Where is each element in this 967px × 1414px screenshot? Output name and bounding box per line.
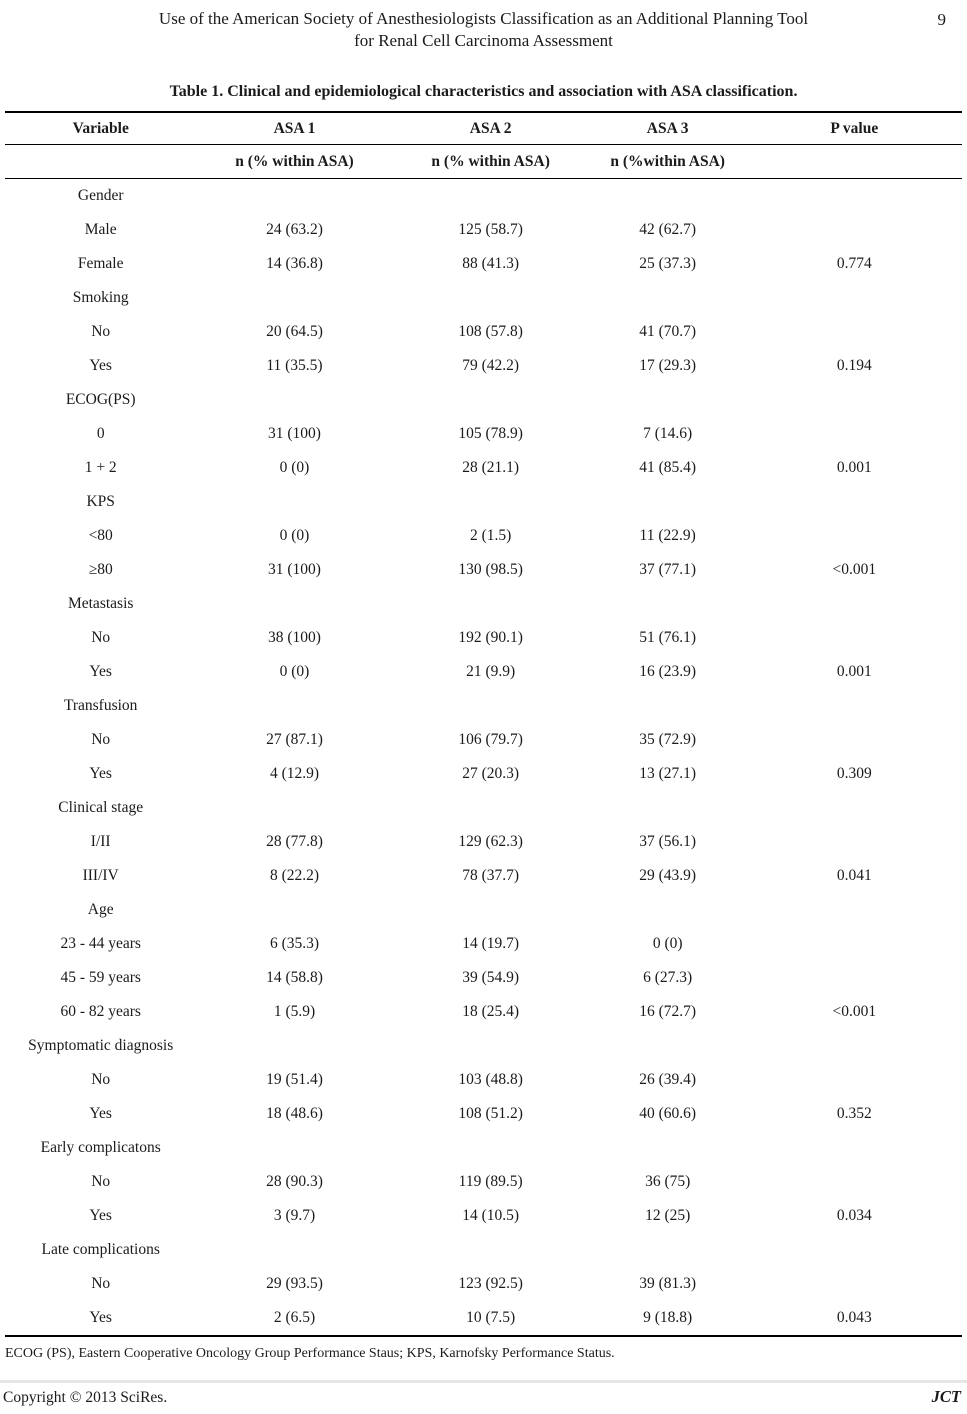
p-value: 0.001 <box>836 663 872 680</box>
asa3-value: 35 (72.9) <box>639 731 697 748</box>
asa2-value: 27 (20.3) <box>462 765 520 782</box>
asa1-value: 31 (100) <box>268 425 321 442</box>
p-value: 0.309 <box>836 765 872 782</box>
p-value: 0.194 <box>836 357 872 374</box>
running-head-line1: Use of the American Society of Anesthesiologists Classification as an Additional Planning Tool <box>158 9 809 28</box>
asa3-value <box>589 587 747 621</box>
asa1-value: 4 (12.9) <box>269 765 320 782</box>
p-value <box>747 1029 962 1063</box>
asa3-value: 25 (37.3) <box>639 255 697 272</box>
table-footnote: ECOG (PS), Eastern Cooperative Oncology Group Performance Staus; KPS, Karnofsky Performance Status. <box>5 1346 615 1361</box>
column-header-asa3: ASA 3 <box>589 112 747 145</box>
asa2-value <box>393 281 589 315</box>
asa1-value: 8 (22.2) <box>269 867 320 884</box>
asa1-value <box>196 1029 392 1063</box>
asa2-value: 18 (25.4) <box>462 1003 520 1020</box>
row-label: Yes <box>89 357 112 374</box>
asa2-value <box>393 587 589 621</box>
asa3-value: 9 (18.8) <box>643 1309 693 1326</box>
p-value <box>747 825 962 859</box>
asa3-value: 6 (27.3) <box>643 969 693 986</box>
asa1-value <box>196 689 392 723</box>
column-header-variable: Variable <box>5 112 196 145</box>
p-value <box>747 485 962 519</box>
row-label: No <box>91 323 111 340</box>
p-value <box>747 281 962 315</box>
row-label: <80 <box>88 527 113 544</box>
asa2-value: 78 (37.7) <box>462 867 520 884</box>
asa1-value: 14 (58.8) <box>266 969 323 986</box>
asa1-value: 0 (0) <box>279 527 310 544</box>
asa2-value: 130 (98.5) <box>458 561 523 578</box>
row-label: Male <box>84 221 117 238</box>
row-label: ECOG(PS) <box>65 391 136 408</box>
p-value: 0.034 <box>836 1207 872 1224</box>
table-row <box>5 519 962 553</box>
asa3-value <box>589 1131 747 1165</box>
asa2-value <box>393 179 589 214</box>
asa1-value <box>196 1233 392 1267</box>
p-value <box>747 1233 962 1267</box>
p-value: 0.043 <box>836 1309 872 1326</box>
asa1-value <box>196 791 392 825</box>
asa2-value <box>393 689 589 723</box>
p-value <box>747 961 962 995</box>
asa1-value: 2 (6.5) <box>273 1309 316 1326</box>
p-value <box>747 417 962 451</box>
row-label: Early complicatons <box>40 1139 161 1156</box>
p-value <box>747 519 962 553</box>
asa3-value: 26 (39.4) <box>639 1071 697 1088</box>
asa2-value <box>393 893 589 927</box>
asa2-value: 88 (41.3) <box>462 255 520 272</box>
asa3-value: 51 (76.1) <box>639 629 697 646</box>
asa3-value: 37 (56.1) <box>639 833 697 850</box>
subheader-asa3: n (%within ASA) <box>589 145 747 179</box>
asa3-value <box>589 1233 747 1267</box>
p-value <box>747 213 962 247</box>
table-row <box>5 1097 962 1131</box>
asa3-value: 41 (85.4) <box>639 459 697 476</box>
asa1-value: 28 (90.3) <box>266 1173 323 1190</box>
table-row <box>5 723 962 757</box>
table-row <box>5 961 962 995</box>
p-value <box>747 1131 962 1165</box>
asa2-value: 125 (58.7) <box>458 221 523 238</box>
asa2-value <box>393 791 589 825</box>
row-label: Yes <box>89 765 112 782</box>
row-label: No <box>91 1071 111 1088</box>
row-label: Transfusion <box>63 697 138 714</box>
asa3-value: 0 (0) <box>652 935 683 952</box>
p-value: 0.001 <box>836 459 872 476</box>
table-row <box>5 1301 962 1336</box>
row-label: No <box>91 731 111 748</box>
asa2-value: 129 (62.3) <box>458 833 523 850</box>
asa3-value: 13 (27.1) <box>639 765 697 782</box>
asa1-value: 27 (87.1) <box>266 731 323 748</box>
asa2-value <box>393 1131 589 1165</box>
asa3-value <box>589 893 747 927</box>
p-value <box>747 383 962 417</box>
p-value: 0.774 <box>836 255 872 272</box>
p-value: 0.041 <box>836 867 872 884</box>
p-value <box>747 893 962 927</box>
asa3-value: 29 (43.9) <box>639 867 697 884</box>
table-row <box>5 553 962 587</box>
asa1-value <box>196 587 392 621</box>
p-value: 0.352 <box>836 1105 872 1122</box>
journal-abbreviation: JCT <box>931 1387 961 1406</box>
table-row <box>5 1131 962 1165</box>
p-value: <0.001 <box>832 561 877 578</box>
footer-divider <box>0 1380 967 1383</box>
row-label: III/IV <box>82 867 119 884</box>
table-row <box>5 757 962 791</box>
table-row <box>5 1063 962 1097</box>
table-row <box>5 349 962 383</box>
clinical-characteristics-table <box>5 111 962 1337</box>
asa3-value <box>589 383 747 417</box>
row-label: 45 - 59 years <box>60 969 141 986</box>
table-body <box>5 179 962 1337</box>
asa1-value: 28 (77.8) <box>266 833 323 850</box>
row-label: 60 - 82 years <box>60 1003 141 1020</box>
row-label: Clinical stage <box>58 799 144 816</box>
asa1-value: 0 (0) <box>279 663 310 680</box>
column-header-asa2: ASA 2 <box>393 112 589 145</box>
row-label: Yes <box>89 1309 112 1326</box>
table-row <box>5 485 962 519</box>
asa1-value <box>196 281 392 315</box>
table-row <box>5 893 962 927</box>
table-row <box>5 587 962 621</box>
table-row <box>5 213 962 247</box>
row-label: Age <box>87 901 114 918</box>
asa3-value: 17 (29.3) <box>639 357 697 374</box>
asa2-value: 108 (57.8) <box>458 323 523 340</box>
asa3-value <box>589 791 747 825</box>
table-row <box>5 927 962 961</box>
asa3-value <box>589 281 747 315</box>
p-value <box>747 1063 962 1097</box>
table-row <box>5 451 962 485</box>
row-label: Metastasis <box>67 595 134 612</box>
asa3-value: 40 (60.6) <box>639 1105 697 1122</box>
running-head <box>5 8 962 52</box>
p-value <box>747 587 962 621</box>
asa2-value: 39 (54.9) <box>462 969 520 986</box>
table-row <box>5 1267 962 1301</box>
asa1-value: 31 (100) <box>268 561 321 578</box>
asa3-value: 12 (25) <box>645 1207 691 1224</box>
table-row <box>5 383 962 417</box>
p-value <box>747 689 962 723</box>
asa1-value: 14 (36.8) <box>266 255 323 272</box>
table-row <box>5 1165 962 1199</box>
asa3-value: 42 (62.7) <box>639 221 697 238</box>
row-label: No <box>91 629 111 646</box>
asa1-value: 1 (5.9) <box>273 1003 316 1020</box>
column-header-pvalue: P value <box>747 112 962 145</box>
page-number: 9 <box>937 10 946 29</box>
subheader-pvalue <box>747 145 962 179</box>
asa2-value: 2 (1.5) <box>469 527 512 544</box>
row-label: Female <box>77 255 124 272</box>
row-label: Late complications <box>41 1241 160 1258</box>
p-value <box>747 1267 962 1301</box>
asa1-value <box>196 893 392 927</box>
table-row <box>5 791 962 825</box>
row-label: I/II <box>90 833 111 850</box>
p-value <box>747 927 962 961</box>
asa2-value <box>393 1029 589 1063</box>
p-value <box>747 621 962 655</box>
asa2-value: 123 (92.5) <box>458 1275 523 1292</box>
subheader-asa1: n (% within ASA) <box>196 145 392 179</box>
asa1-value: 19 (51.4) <box>266 1071 323 1088</box>
asa2-value: 192 (90.1) <box>458 629 523 646</box>
asa3-value <box>589 485 747 519</box>
asa2-value: 14 (19.7) <box>462 935 520 952</box>
subheader-variable <box>5 145 196 179</box>
table-row <box>5 247 962 281</box>
asa2-value <box>393 383 589 417</box>
asa2-value: 28 (21.1) <box>462 459 520 476</box>
row-label: No <box>91 1275 111 1292</box>
row-label: No <box>91 1173 111 1190</box>
asa1-value: 0 (0) <box>279 459 310 476</box>
p-value <box>747 179 962 214</box>
asa1-value <box>196 485 392 519</box>
row-label: 0 <box>96 425 105 442</box>
asa3-value <box>589 1029 747 1063</box>
asa3-value <box>589 179 747 214</box>
asa2-value: 108 (51.2) <box>458 1105 523 1122</box>
asa3-value: 16 (23.9) <box>639 663 697 680</box>
asa3-value: 39 (81.3) <box>639 1275 697 1292</box>
row-label: KPS <box>86 493 115 510</box>
row-label: Smoking <box>72 289 129 306</box>
row-label: Gender <box>77 187 124 204</box>
asa1-value <box>196 383 392 417</box>
asa3-value <box>589 689 747 723</box>
table-row <box>5 315 962 349</box>
table-header <box>5 112 962 179</box>
p-value <box>747 723 962 757</box>
asa2-value <box>393 1233 589 1267</box>
asa1-value: 3 (9.7) <box>273 1207 316 1224</box>
row-label: ≥80 <box>88 561 113 578</box>
asa3-value: 37 (77.1) <box>639 561 697 578</box>
asa2-value: 21 (9.9) <box>466 663 516 680</box>
asa1-value <box>196 179 392 214</box>
row-label: Yes <box>89 1105 112 1122</box>
asa2-value: 105 (78.9) <box>458 425 523 442</box>
asa2-value: 103 (48.8) <box>458 1071 523 1088</box>
table-row <box>5 859 962 893</box>
asa2-value: 79 (42.2) <box>462 357 520 374</box>
asa1-value: 29 (93.5) <box>266 1275 323 1292</box>
asa2-value: 14 (10.5) <box>462 1207 520 1224</box>
asa1-value <box>196 1131 392 1165</box>
table-row <box>5 281 962 315</box>
table-row <box>5 179 962 214</box>
asa3-value: 16 (72.7) <box>639 1003 697 1020</box>
table-row <box>5 825 962 859</box>
p-value <box>747 791 962 825</box>
asa1-value: 11 (35.5) <box>266 357 323 374</box>
table-row <box>5 655 962 689</box>
row-label: Yes <box>89 663 112 680</box>
table-row <box>5 1233 962 1267</box>
p-value <box>747 1165 962 1199</box>
subheader-asa2: n (% within ASA) <box>393 145 589 179</box>
row-label: 23 - 44 years <box>60 935 141 952</box>
row-label: Yes <box>89 1207 112 1224</box>
asa1-value: 18 (48.6) <box>266 1105 323 1122</box>
table-row <box>5 621 962 655</box>
table-row <box>5 1199 962 1233</box>
table-row <box>5 417 962 451</box>
column-header-row <box>5 112 962 145</box>
p-value: <0.001 <box>832 1003 877 1020</box>
table-caption: Table 1. Clinical and epidemiological characteristics and association with ASA classification. <box>169 83 798 100</box>
asa1-value: 24 (63.2) <box>266 221 323 238</box>
asa1-value: 20 (64.5) <box>266 323 323 340</box>
asa1-value: 6 (35.3) <box>269 935 320 952</box>
asa2-value: 10 (7.5) <box>466 1309 516 1326</box>
subheader-row <box>5 145 962 179</box>
copyright-notice: Copyright © 2013 SciRes. <box>3 1389 168 1406</box>
asa1-value: 38 (100) <box>268 629 321 646</box>
asa2-value <box>393 485 589 519</box>
column-header-asa1: ASA 1 <box>196 112 392 145</box>
p-value <box>747 315 962 349</box>
row-label: Symptomatic diagnosis <box>28 1037 174 1054</box>
asa3-value: 11 (22.9) <box>639 527 696 544</box>
row-label: 1 + 2 <box>84 459 117 476</box>
asa3-value: 7 (14.6) <box>643 425 693 442</box>
asa3-value: 36 (75) <box>645 1173 691 1190</box>
table-row <box>5 689 962 723</box>
asa2-value: 119 (89.5) <box>458 1173 523 1190</box>
asa2-value: 106 (79.7) <box>458 731 523 748</box>
table-row <box>5 1029 962 1063</box>
asa3-value: 41 (70.7) <box>639 323 697 340</box>
running-head-line2: for Renal Cell Carcinoma Assessment <box>354 31 613 50</box>
table-row <box>5 995 962 1029</box>
page-footer <box>3 1387 961 1407</box>
